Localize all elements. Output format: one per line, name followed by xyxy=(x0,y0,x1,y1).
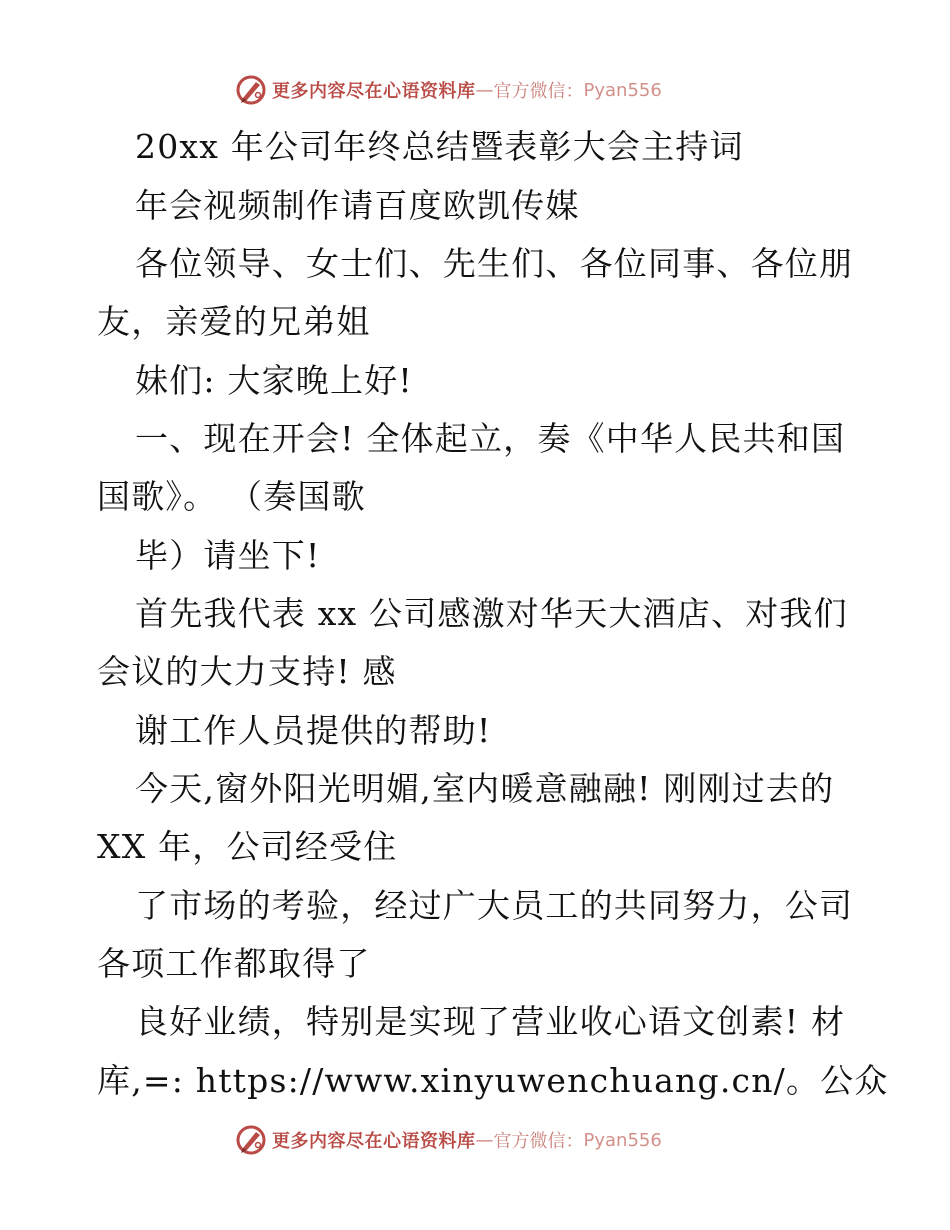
pen-logo-icon xyxy=(234,1123,268,1157)
paragraph-line-url: 库,=: https://www.xinyuwenchuang.cn/。公众 xyxy=(97,1061,889,1100)
watermark-dash: — xyxy=(475,79,494,101)
paragraph-line: 今天,窗外阳光明媚,室内暖意融融! 刚刚过去的 xyxy=(135,769,835,808)
paragraph-line: 友，亲爱的兄弟姐 xyxy=(97,302,371,341)
pen-logo-icon xyxy=(234,73,268,107)
paragraph-line: 年会视频制作请百度欧凯传媒 xyxy=(135,186,580,225)
watermark-account: Pyan556 xyxy=(583,1129,662,1151)
paragraph-line: 良好业绩，特别是实现了营业收心语文创素! 材 xyxy=(135,1002,846,1041)
header-watermark xyxy=(0,70,950,110)
watermark-brand: 更多内容尽在心语资料库 xyxy=(272,81,476,102)
watermark-dash: — xyxy=(475,1129,494,1151)
paragraph-line: 妹们: 大家晚上好! xyxy=(135,361,413,400)
paragraph-line: 谢工作人员提供的帮助! xyxy=(135,711,492,750)
paragraph-line: 一、现在开会! 全体起立，奏《中华人民共和国 xyxy=(135,419,846,458)
paragraph-line: 各位领导、女士们、先生们、各位同事、各位朋 xyxy=(135,244,854,283)
paragraph-line: 国歌》。 （奏国歌 xyxy=(97,477,366,516)
paragraph-line: 各项工作都取得了 xyxy=(97,944,371,983)
watermark-channel: 官方微信： xyxy=(493,81,584,102)
watermark-brand: 更多内容尽在心语资料库 xyxy=(272,1131,476,1152)
paragraph-line: XX 年，公司经受住 xyxy=(97,827,398,866)
paragraph-line: 会议的大力支持! 感 xyxy=(97,652,397,691)
footer-watermark xyxy=(0,1120,950,1160)
paragraph-line: 了市场的考验，经过广大员工的共同努力，公司 xyxy=(135,886,854,925)
paragraph-line: 首先我代表 xx 公司感激对华天大酒店、对我们 xyxy=(135,594,848,633)
watermark-banner xyxy=(234,1122,662,1158)
paragraph-line: 毕）请坐下! xyxy=(135,536,321,575)
watermark-channel: 官方微信： xyxy=(493,1131,584,1152)
document-title: 20xx 年公司年终总结暨表彰大会主持词 xyxy=(135,127,744,166)
watermark-account: Pyan556 xyxy=(583,79,662,101)
watermark-banner xyxy=(234,72,662,108)
